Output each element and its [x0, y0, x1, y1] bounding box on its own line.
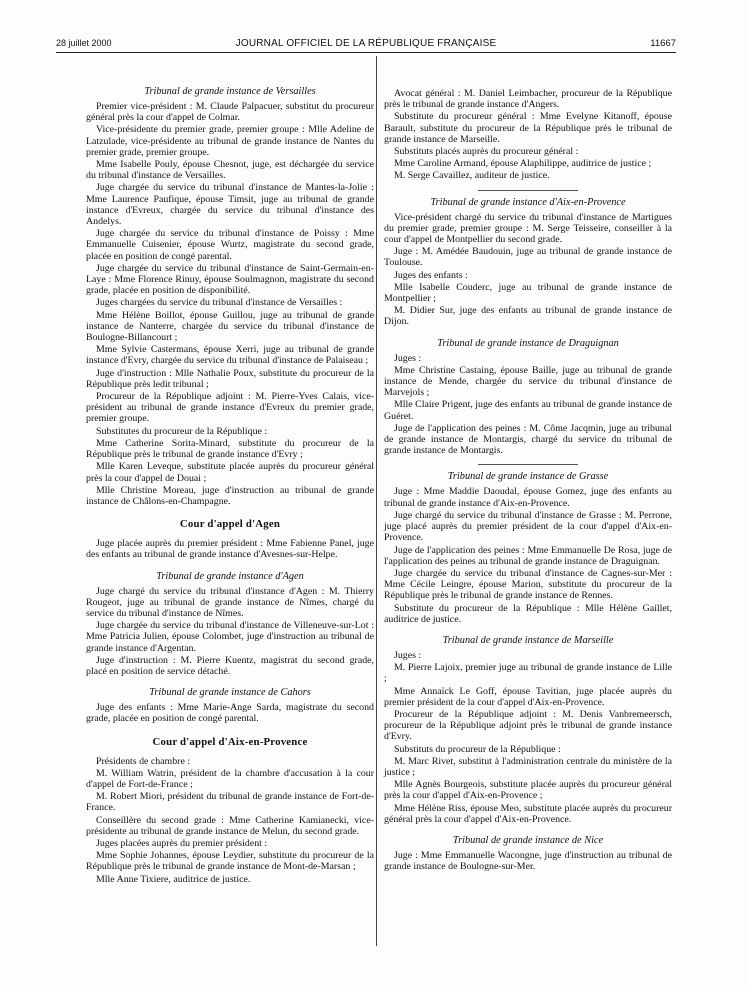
paragraph: Premier vice-président : M. Claude Palpacuer, substitut du procureur général près la cour d'appel de Colmar.: [86, 101, 374, 124]
paragraph: Présidents de chambre :: [96, 755, 191, 767]
paragraph: Substitute du procureur de la République : Mlle Hélène Gaillet, auditrice de justice.: [384, 602, 672, 625]
paragraph: Juge chargée du service du tribunal d'instance de Saint-Germain-en-Laye : Mme Florence Rinuy, épouse Soulmagnon, magistrate du second grade, placée en position de disponibilité.: [86, 262, 374, 297]
paragraph: Mme Hélène Riss, épouse Meo, substitute placée auprès du procureur général près la cour d'appel d'Aix-en-Provence.: [384, 802, 672, 825]
right-column: [384, 88, 672, 873]
section-rule: [478, 464, 578, 465]
left-column: [86, 86, 374, 886]
paragraph: Juge chargée du service du tribunal d'instance de Cagnes-sur-Mer : Mme Cécile Leingre, épouse Marion, substitute du procureur de la République près le tribunal de grande instance de Rennes.: [384, 567, 672, 602]
page-header: [56, 38, 676, 53]
paragraph: Juge chargée du service du tribunal d'instance de Poissy : Mme Emmanuelle Cuisenier, épouse Wurtz, magistrate du second grade, placée en position de congé parental.: [86, 228, 374, 262]
paragraph: Mme Caroline Armand, épouse Alaphilippe, auditrice de justice ;: [394, 158, 652, 170]
paragraph: Juge chargée du service du tribunal d'instance de Villeneuve-sur-Lot : Mme Patricia Julien, épouse Colombet, juge d'instruction au tribunal de grande instance d'Argentan.: [86, 620, 374, 654]
paragraph: M. Marc Rivet, substitut à l'administration centrale du ministère de la justice ;: [384, 755, 672, 778]
section-heading: Tribunal de grande instance d'Agen: [156, 570, 304, 582]
paragraph: Substituts du procureur de la République :: [394, 743, 561, 755]
paragraph: Mme Christine Castaing, épouse Baille, juge au tribunal de grande instance de Mende, chargée du service du tribunal d'instance de Marvejols ;: [384, 364, 672, 399]
paragraph: Juges :: [394, 352, 422, 364]
column-divider: [376, 56, 377, 946]
paragraph: Juge chargé du service du tribunal d'instance d'Agen : M. Thierry Rougeot, juge au tribunal de grande instance de Nîmes, chargé du service du tribunal d'instance de Nîmes.: [86, 585, 374, 619]
paragraph: Juge chargée du service du tribunal d'instance de Mantes-la-Jolie : Mme Laurence Paufique, épouse Timsit, juge au tribunal de grande instance d'Evreux, chargée du service du tribunal d'instance des Andelys.: [86, 182, 374, 228]
paragraph: M. William Watrin, président de la chambre d'accusation à la cour d'appel de Fort-de-France ;: [86, 767, 374, 790]
section-heading: Tribunal de grande instance de Nice: [452, 834, 604, 846]
paragraph: Juges :: [394, 649, 422, 661]
paragraph: M. Robert Miori, président du tribunal de grande instance de Fort-de-France.: [86, 791, 374, 814]
paragraph: Juges des enfants :: [394, 269, 468, 281]
paragraph: Substitutes du procureur de la République :: [96, 425, 268, 437]
section-heading: Tribunal de grande instance de Draguignan: [437, 337, 619, 349]
paragraph: Vice-présidente du premier grade, premier groupe : Mlle Adeline de Latzulade, vice-présidente au tribunal de grande instance de Nantes du premier grade, premier groupe.: [86, 124, 374, 158]
paragraph: Juge de l'application des peines : Mme Emmanuelle De Rosa, juge de l'application des peines au tribunal de grande instance de Draguignan.: [384, 544, 672, 567]
paragraph: Mlle Claire Prigent, juge des enfants au tribunal de grande instance de Guéret.: [384, 399, 672, 422]
paragraph: Juges placées auprès du premier président :: [96, 837, 268, 849]
paragraph: Procureur de la République adjoint : M. Pierre-Yves Calais, vice-président au tribunal de grande instance d'Evreux du premier grade, premier groupe.: [86, 391, 374, 425]
header-page-number: 11667: [650, 38, 676, 49]
court-heading: Cour d'appel d'Aix-en-Provence: [152, 735, 308, 748]
header-title: JOURNAL OFFICIEL DE LA RÉPUBLIQUE FRANÇAISE: [235, 38, 497, 49]
paragraph: Mlle Anne Tixiere, auditrice de justice.: [96, 873, 251, 885]
paragraph: Mme Isabelle Pouly, épouse Chesnot, juge, est déchargée du service du tribunal d'instance de Versailles.: [86, 159, 374, 182]
paragraph: Juges chargées du service du tribunal d'instance de Versailles :: [96, 297, 343, 309]
paragraph: Substitute du procureur général : Mme Evelyne Kitanoff, épouse Barault, substitute du procureur de la République près le tribunal de grande instance de Marseille.: [384, 111, 672, 145]
paragraph: Mlle Christine Moreau, juge d'instruction au tribunal de grande instance de Châlons-en-Champagne.: [86, 484, 374, 507]
paragraph: Avocat général : M. Daniel Leimbacher, procureur de la République près le tribunal de grande instance d'Angers.: [384, 88, 672, 111]
section-heading: Tribunal de grande instance de Marseille: [442, 634, 614, 646]
paragraph: Juge chargé du service du tribunal d'instance de Grasse : M. Perrone, juge placé auprès du premier président de la cour d'appel d'Aix-en-Provence.: [384, 509, 672, 544]
paragraph: M. Didier Sur, juge des enfants au tribunal de grande instance de Dijon.: [384, 305, 672, 328]
paragraph: Juge : Mme Emmanuelle Wacongne, juge d'instruction au tribunal de grande instance de Boulogne-sur-Mer.: [384, 849, 672, 873]
section-heading: Tribunal de grande instance de Cahors: [149, 687, 311, 699]
paragraph: Procureur de la République adjoint : M. Denis Vanbremeersch, procureur de la République adjoint près le tribunal de grande instance d'Evry.: [384, 708, 672, 743]
paragraph: Mme Hélène Boillot, épouse Guillou, juge au tribunal de grande instance de Nanterre, chargée du service du tribunal d'instance de Boulogne-Billancourt ;: [86, 309, 374, 344]
section-heading: Tribunal de grande instance de Grasse: [447, 471, 609, 483]
paragraph: Substituts placés auprès du procureur général :: [394, 146, 579, 158]
paragraph: Mme Catherine Sorita-Minard, substitute du procureur de la République près le tribunal de grande instance d'Evry ;: [86, 437, 374, 461]
paragraph: M. Serge Cavaillez, auditeur de justice.: [394, 170, 550, 182]
paragraph: Juge d'instruction : M. Pierre Kuentz, magistrat du second grade, placé en position de service détaché.: [86, 654, 374, 677]
paragraph: M. Pierre Lajoix, premier juge au tribunal de grande instance de Lille ;: [384, 662, 672, 685]
paragraph: Juge d'instruction : Mlle Nathalie Poux, substitute du procureur de la République près ledit tribunal ;: [86, 367, 374, 390]
paragraph: Juge de l'application des peines : M. Côme Jacqmin, juge au tribunal de grande instance de Montargis, chargé du service du tribunal de grande instance de Montargis.: [384, 422, 672, 457]
paragraph: Juge placée auprès du premier président : Mme Fabienne Panel, juge des enfants au tribunal de grande instance d'Avesnes-sur-Helpe.: [86, 538, 374, 561]
paragraph: Juge : Mme Maddie Daoudal, épouse Gomez, juge des enfants au tribunal de grande instance d'Aix-en-Provence.: [384, 486, 672, 509]
section-rule: [478, 190, 578, 191]
paragraph: Mlle Agnès Bourgeois, substitute placée auprès du procureur général près la cour d'appel d'Aix-en-Provence ;: [384, 779, 672, 802]
paragraph: Mme Sylvie Castermans, épouse Xerri, juge au tribunal de grande instance d'Evry, chargée du service du tribunal d'instance de Palaiseau ;: [86, 344, 374, 367]
paragraph: Mlle Isabelle Couderc, juge au tribunal de grande instance de Montpellier ;: [384, 281, 672, 305]
header-date: 28 juillet 2000: [56, 38, 112, 48]
paragraph: Mme Sophie Johannes, épouse Leydier, substitute du procureur de la République près le tribunal de grande instance de Mont-de-Marsan ;: [86, 850, 374, 873]
paragraph: Juge : M. Amédée Baudouin, juge au tribunal de grande instance de Toulouse.: [384, 246, 672, 269]
section-heading: Tribunal de grande instance d'Aix-en-Provence: [430, 196, 626, 208]
paragraph: Mme Annaïck Le Goff, épouse Tavitian, juge placée auprès du premier président de la cour d'appel d'Aix-en-Provence.: [384, 685, 672, 708]
paragraph: Conseillère du second grade : Mme Catherine Kamianecki, vice-présidente au tribunal de grande instance de Melun, du second grade.: [86, 814, 374, 837]
paragraph: Vice-président chargé du service du tribunal d'instance de Martigues du premier grade, premier groupe : M. Serge Teisseire, conseiller à la cour d'appel de Montpellier du second grade.: [384, 211, 672, 246]
paragraph: Juge des enfants : Mme Marie-Ange Sarda, magistrate du second grade, placée en position de congé parental.: [86, 702, 374, 725]
court-heading: Cour d'appel d'Agen: [179, 518, 281, 531]
paragraph: Mlle Karen Leveque, substitute placée auprès du procureur général près la cour d'appel de Douai ;: [86, 461, 374, 484]
section-heading: Tribunal de grande instance de Versailles: [144, 86, 316, 97]
